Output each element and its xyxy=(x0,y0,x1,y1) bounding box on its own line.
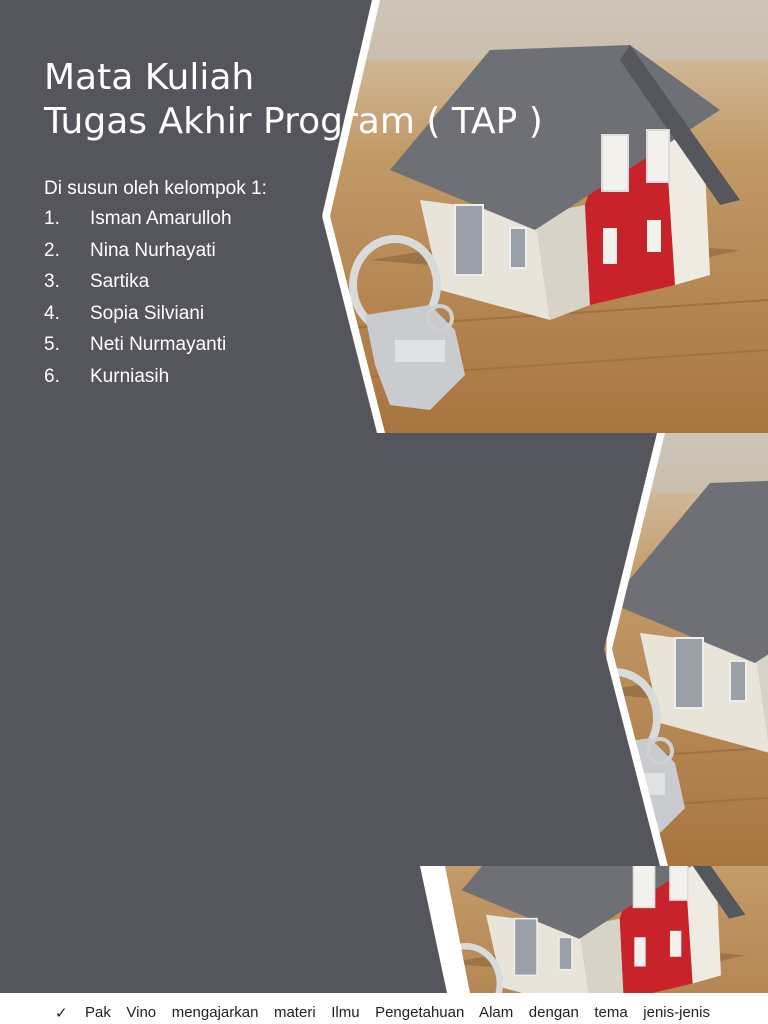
author-list-heading: Di susun oleh kelompok 1: xyxy=(44,178,267,199)
author-name: Sartika xyxy=(90,271,150,292)
page-title xyxy=(44,56,543,144)
author-number: 5. xyxy=(44,334,60,355)
slide-title xyxy=(0,0,768,433)
title-line-1: Mata Kuliah xyxy=(44,57,255,98)
author-item xyxy=(44,366,267,398)
author-name: Nina Nurhayati xyxy=(90,239,216,261)
author-list xyxy=(44,178,267,397)
author-number: 1. xyxy=(44,208,60,229)
author-number: 2. xyxy=(44,239,60,261)
identification-list xyxy=(55,1004,710,1022)
author-item xyxy=(44,271,267,303)
author-name: Sopia Silviani xyxy=(90,302,205,324)
author-number: 3. xyxy=(44,271,60,292)
author-item xyxy=(44,240,267,272)
author-name: Kurniasih xyxy=(90,365,170,387)
title-line-2: Tugas Akhir Program ( TAP ) xyxy=(44,101,543,142)
author-name: Isman Amarulloh xyxy=(90,208,232,229)
slide-case-identification xyxy=(0,866,768,993)
author-number: 4. xyxy=(44,302,60,324)
slide-example-question xyxy=(0,433,768,866)
author-number: 6. xyxy=(44,365,60,387)
list-item-text: Pak Vino mengajarkan materi Ilmu Pengetahuan Alam dengan tema jenis-jenis xyxy=(85,1004,710,1021)
author-item xyxy=(44,208,267,240)
list-item xyxy=(55,1004,710,1022)
author-item xyxy=(44,334,267,366)
chevron-divider xyxy=(0,866,768,993)
checkmark-icon: ✓ xyxy=(55,1005,68,1022)
chevron-divider xyxy=(0,433,768,866)
author-name: Neti Nurmayanti xyxy=(90,334,227,355)
author-item xyxy=(44,303,267,335)
